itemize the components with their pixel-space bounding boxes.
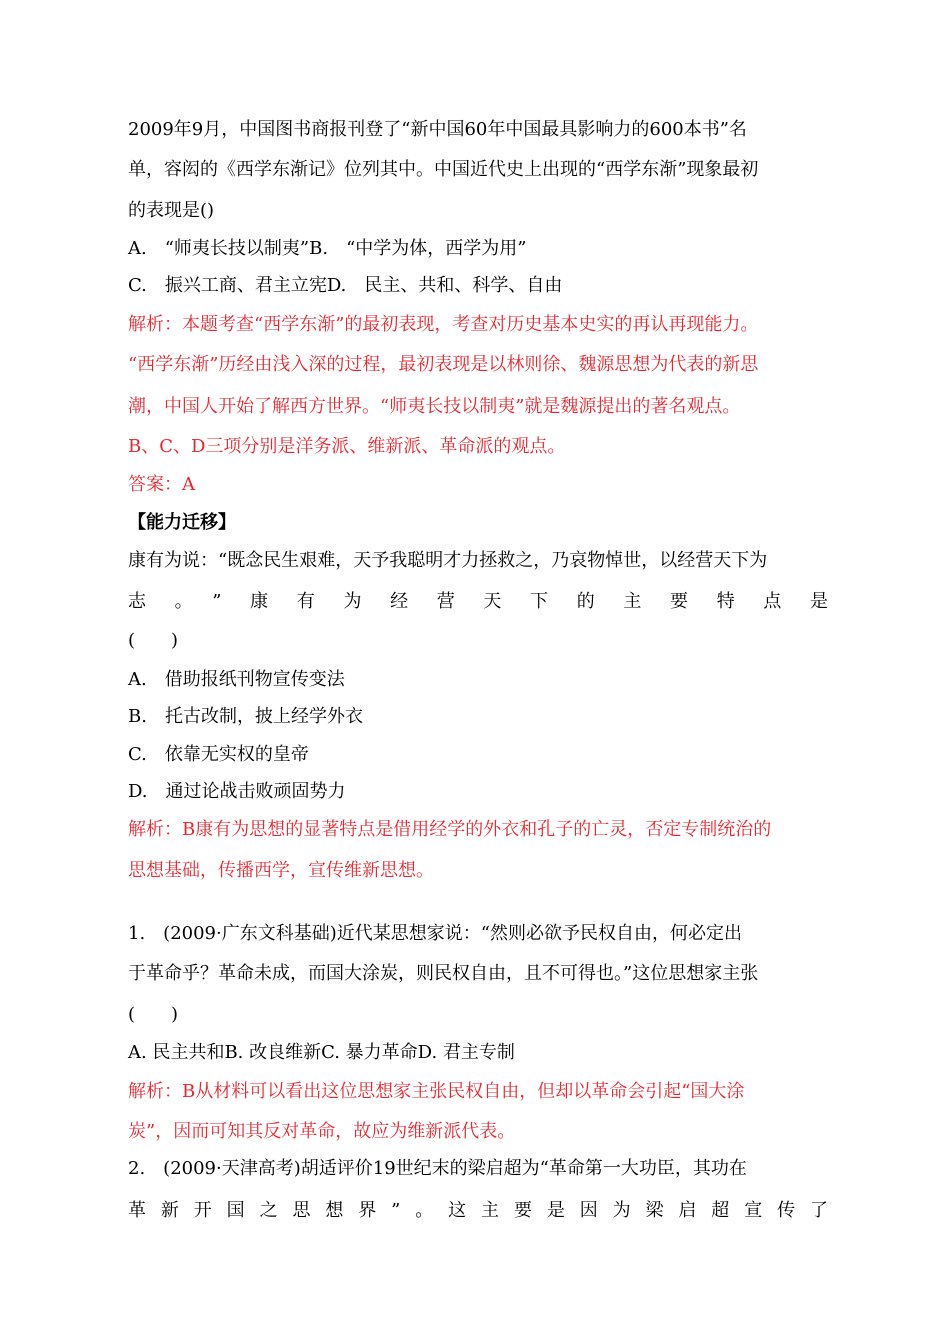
- q3-stem-line1: 1. (2009·广东文科基础)近代某思想家说：“然则必欲予民权自由，何必定出: [128, 923, 742, 944]
- q3-options: A. 民主共和B. 改良维新C. 暴力革命D. 君主专制: [128, 1042, 515, 1063]
- q3-analysis-line2: 炭”，因而可知其反对革命，故应为维新派代表。: [128, 1121, 516, 1142]
- q1-stem-line2: 单，容闳的《西学东渐记》位列其中。中国近代史上出现的“西学东渐”现象最初: [128, 159, 759, 180]
- q2-stem-line3: ( ): [128, 630, 179, 651]
- q2-analysis-line2: 思想基础，传播西学，宣传维新思想。: [128, 860, 434, 881]
- q1-analysis-line2: “西学东渐”历经由浅入深的过程，最初表现是以林则徐、魏源思想为代表的新思: [128, 354, 759, 375]
- q3-stem-line3: ( ): [128, 1004, 179, 1025]
- q4-stem-line2: 革新开国之思想界”。这主要是因为梁启超宣传了: [128, 1200, 828, 1221]
- q4-stem-line1: 2. (2009·天津高考)胡适评价19世纪末的梁启超为“革命第一大功臣，其功在: [128, 1158, 747, 1179]
- q2-analysis-line1: 解析：B康有为思想的显著特点是借用经学的外衣和孔子的亡灵，否定专制统治的: [128, 819, 772, 840]
- q2-option-d: D. 通过论战击败顽固势力: [128, 781, 346, 802]
- q2-stem-line1: 康有为说：“既念民生艰难，天予我聪明才力拯救之，乃哀物悼世，以经营天下为: [128, 550, 768, 571]
- q3-analysis-line1: 解析：B从材料可以看出这位思想家主张民权自由，但却以革命会引起“国大涂: [128, 1081, 745, 1102]
- q1-analysis-line3: 潮，中国人开始了解西方世界。“师夷长技以制夷”就是魏源提出的著名观点。: [128, 396, 741, 417]
- q2-option-a: A. 借助报纸刊物宣传变法: [128, 669, 345, 690]
- section-title: 【能力迁移】: [128, 512, 236, 533]
- q1-analysis-line1: 解析：本题考查“西学东渐”的最初表现，考查对历史基本史实的再认再现能力。: [128, 314, 759, 335]
- q1-options-cd: C. 振兴工商、君主立宪D. 民主、共和、科学、自由: [128, 275, 563, 296]
- q1-options-ab: A. “师夷长技以制夷”B. “中学为体，西学为用”: [128, 238, 527, 259]
- q2-option-c: C. 依靠无实权的皇帝: [128, 744, 309, 765]
- q1-analysis-line4: B、C、D三项分别是洋务派、维新派、革命派的观点。: [128, 436, 566, 457]
- q2-stem-line2: 志。”康有为经营天下的主要特点是: [128, 591, 828, 612]
- q1-stem-line3: 的表现是(): [128, 200, 215, 221]
- q1-answer: 答案：A: [128, 474, 195, 495]
- q2-option-b: B. 托古改制，披上经学外衣: [128, 706, 363, 727]
- q3-stem-line2: 于革命乎？革命未成，而国大涂炭，则民权自由，且不可得也。”这位思想家主张: [128, 963, 759, 984]
- q1-stem-line1: 2009年9月，中国图书商报刊登了“新中国60年中国最具影响力的600本书”名: [128, 119, 747, 140]
